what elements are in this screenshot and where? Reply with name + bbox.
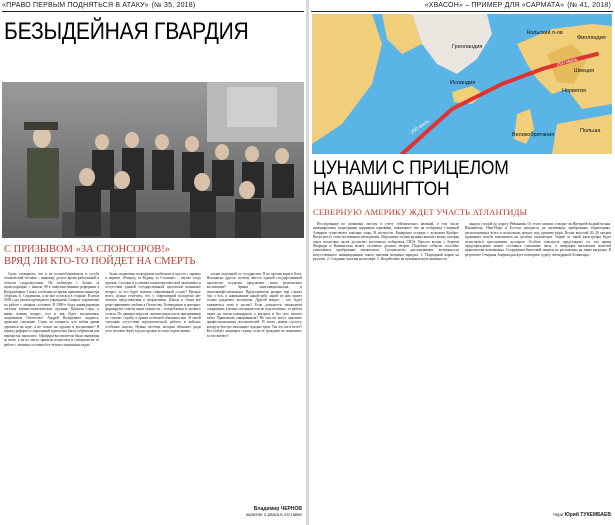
map-illustration bbox=[312, 14, 612, 154]
map-label-great-britain: Великобритания bbox=[512, 132, 555, 138]
map-label-poland: Польша bbox=[580, 128, 601, 134]
running-head bbox=[0, 0, 306, 11]
page-title: БЕЗЫДЕЙНАЯ ГВАРДИЯ bbox=[4, 18, 249, 45]
paragraph: Сразу оговорюсь, что я не политобозреватель и сугубо технический человек – инженер, долгое время работавший в области гидроакустики. Но наблюдая с болью за происходящим с начала 90-х многочисленным реформам в Вооружённых Силах, особенно во время правления министра обороны А. Сердюкова, я не мог остаться в стороне. В июле 2018 года указом президента упразднено Главное управление по работе с личным составом. В 1990-е была ликвидирована система военно-политических органов. Прошли годы, и вновь возник вопрос: кто и как будет воспитывать защитников Отечества? Андрей Валерьевич, надеюсь, прояснит ситуацию. Стоит ли говорить, что любая армия держится на идее, а не только на оружии и дисциплине? В период реформ и сокращений идеология была отброшена как пережиток прошлого. Офицеры-воспитатели были выведены за штат, а на их место пришли психологи и специалисты по работе с личным составом без чёткого понимания задач. bbox=[4, 272, 100, 347]
map-label-norway: Норвегия bbox=[562, 88, 587, 94]
map-route-label-1: 250 миль bbox=[409, 118, 431, 136]
head-rule bbox=[311, 11, 613, 12]
author-role: капитан 1 ранга в отставке bbox=[245, 512, 302, 517]
author-name: Юрий ТУКЕМБАЕВ bbox=[564, 512, 611, 518]
head-rule bbox=[2, 11, 304, 12]
issue-number: (№ 41, 2018) bbox=[567, 2, 611, 9]
left-page bbox=[0, 0, 306, 525]
article-photo bbox=[2, 82, 304, 238]
paragraph: Исследование по уязвимым местам в учёте сейсмических явлений, в том числе инициируемых подводными ядерными взрывами, показывает, что на побережье Северной Америки существуют опасные зоны. В частности, Канарские острова с вулканом Кумбре-Вьеха могут стать источником мегацунами. Обрушение склона вулкана вызовет волну, которая через несколько часов достигнет восточного побережья США. Высота волны у берегов Флориды и Вашингтона может составить десятки метров. Подобное событие способно уничтожить прибрежные мегаполисы. Специалисты рассматривают возможности искусственного инициирования такого явления мощным зарядом. 1. Подводный взрыв на разломе. 2. Создание оползня на шельфе. 3. Воздействие на вулканическую активность. bbox=[313, 222, 459, 262]
article-subheading bbox=[4, 244, 300, 268]
map-label-finland: Финляндия bbox=[577, 35, 606, 41]
running-head-title: «ХВАСОН» – ПРИМЕР ДЛЯ «САРМАТА» bbox=[424, 2, 565, 9]
paragraph: альны отдельной от государства. Я не против веры в Бога. Непонятно другое: почему вместо единой государственной идеологии солдатам предлагают лишь религиозное воспитание? Армия многонациональна и многоконфессиональна. Представители разных вер служат бок о бок, и навязывание какой-либо одной из них может только разделить коллектив. Другой вопрос – кто будет заниматься этим в частях? Если должности замполитов сокращены, а новых специалистов не подготовлено, то работа ляжет на плечи командиров, у которых и без того хватает забот. Привлекать священников? Но они не могут заменить профессиональных воспитателей. В итоге имеем пустоту, которую быстро заполняют чуждые идеи. Так что же в итоге? Кто пойдёт защищать страну, если её граждане не понимают, за что воюют? bbox=[206, 272, 302, 338]
right-page bbox=[309, 0, 615, 525]
text-column-2 bbox=[105, 272, 200, 504]
article-subheading: СЕВЕРНУЮ АМЕРИКУ ЖДЕТ УЧАСТЬ АТЛАНТИДЫ bbox=[313, 207, 528, 217]
author-prefix: Чора bbox=[552, 512, 564, 517]
subheading-line-1: С ПРИЗЫВОМ «ЗА СПОНСОРОВ!» bbox=[4, 244, 170, 255]
text-column-1 bbox=[4, 272, 99, 504]
author-signature bbox=[489, 512, 611, 518]
map-label-kola: Кольский п-ов bbox=[527, 30, 563, 36]
running-head bbox=[309, 0, 615, 11]
map-label-sweden: Швеция bbox=[574, 68, 595, 74]
map-label-iceland: Исландия bbox=[450, 80, 476, 86]
subheading-line-2: ВРЯД ЛИ КТО-ТО ПОЙДЕТ НА СМЕРТЬ bbox=[4, 256, 196, 267]
map-label-greenland: Гренландия bbox=[452, 44, 483, 50]
text-column-2 bbox=[465, 222, 611, 510]
map-route-label-2: 250 миль bbox=[555, 56, 579, 68]
headline-line-1: ЦУНАМИ С ПРИЦЕЛОМ bbox=[313, 158, 509, 179]
author-signature bbox=[180, 506, 302, 517]
paragraph: были подавлены политрукам шаблоном и просто с правом в партию. «Вперёд, за Родину, за Сталина!» – звучал тогда призыв. Сегодня в условиях капиталистической экономики и отсутствия единой государственной идеологии возникает вопрос: за что будет воевать современный солдат? Прежде всего, нужно отметить, что у современной молодёжи нет чёткого представления о патриотизме. Школа и семья всё реже прививают любовь к Отечеству. Телевидение и интернет формируют совсем иные ценности – потребления и личного успеха. По данным опросов, значительная часть призывников не считает службу в армии почётной обязанностью. В такой ситуации отсутствие идеологической работы в войсках особенно опасно. Нужна система, которая объяснит, ради чего человек берёт в руки оружие и готов отдать жизнь. bbox=[105, 272, 201, 334]
paragraph: ланден с водой по дорогу Рейкьявик. От этого зависит, говорят ли Нигерией водной волны. Вашингтон, Нью-Йорк и Бостон находятся на низменных прибрежных территориях, расположенных всего в нескольких метрах над уровнем моря. Волна высотой 20–30 метров проникнет вглубь континента на десятки километров. Ущерб от такой катастрофы будет исчисляться триллионами долларов. Особую опасность представляет то, что время предупреждения может составить считанные часы, а эвакуация миллионов жителей практически невозможна. Сооружения береговой защиты не рассчитаны на такие нагрузки. В результате Северная Америка рискует повторить судьбу легендарной Атлантиды. bbox=[465, 222, 611, 257]
author-name: Владимир ЧЕРНОВ bbox=[253, 506, 302, 512]
issue-number: (№ 35, 2018) bbox=[151, 2, 196, 9]
headline-line-2: НА ВАШИНГТОН bbox=[313, 179, 450, 200]
article-body bbox=[313, 222, 611, 510]
article-body bbox=[4, 272, 302, 504]
text-column-3 bbox=[207, 272, 302, 504]
text-column-1 bbox=[313, 222, 459, 510]
page-title bbox=[313, 158, 613, 200]
running-head-title: «ПРАВО ПЕРВЫМ ПОДНЯТЬСЯ В АТАКУ» bbox=[2, 2, 149, 9]
